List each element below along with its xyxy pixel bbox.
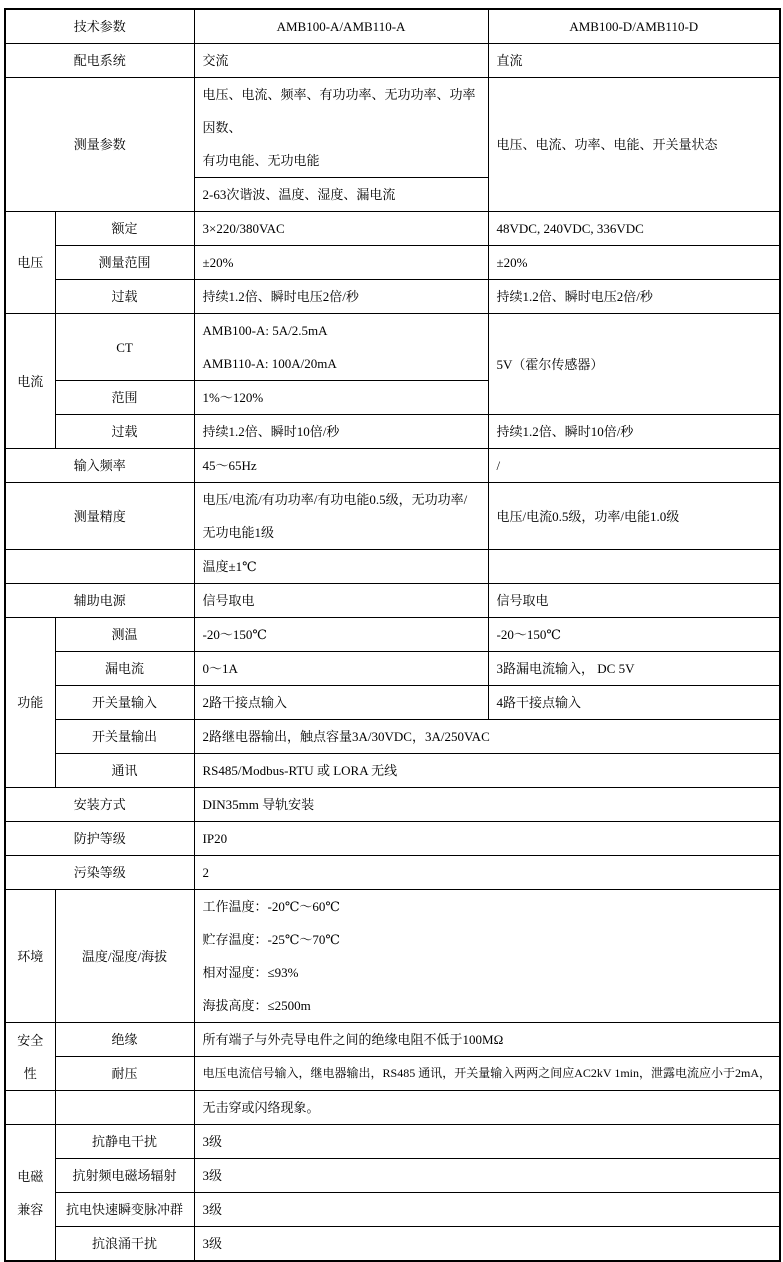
protection-label: 防护等级	[5, 822, 194, 856]
accuracy-d: 电压/电流0.5级，功率/电能1.0级	[488, 483, 780, 550]
functions-leakage-label: 漏电流	[55, 652, 194, 686]
installation-label: 安装方式	[5, 788, 194, 822]
table-row	[5, 314, 780, 381]
current-ct-label: CT	[55, 314, 194, 381]
safety-insulation-value: 所有端子与外壳导电件之间的绝缘电阻不低于100MΩ	[194, 1023, 780, 1057]
accuracy-d-empty	[488, 550, 780, 584]
distribution-d: 直流	[488, 44, 780, 78]
table-row	[5, 44, 780, 78]
functions-temp-d: -20～150℃	[488, 618, 780, 652]
functions-di-d: 4路干接点输入	[488, 686, 780, 720]
installation-value: DIN35mm 导轨安装	[194, 788, 780, 822]
functions-temp-label: 测温	[55, 618, 194, 652]
safety-withstand-value2: 无击穿或闪络现象。	[194, 1091, 780, 1125]
table-row	[5, 1227, 780, 1262]
voltage-overload-a: 持续1.2倍、瞬时电压2倍/秒	[194, 280, 488, 314]
current-overload-a: 持续1.2倍、瞬时10倍/秒	[194, 415, 488, 449]
current-d: 5V（霍尔传感器）	[488, 314, 780, 415]
table-row	[5, 822, 780, 856]
environment-label: 温度/湿度/海拔	[55, 890, 194, 1023]
safety-empty-group	[5, 1091, 55, 1125]
voltage-overload-d: 持续1.2倍、瞬时电压2倍/秒	[488, 280, 780, 314]
distribution-label: 配电系统	[5, 44, 194, 78]
aux-power-a: 信号取电	[194, 584, 488, 618]
safety-empty-label	[55, 1091, 194, 1125]
voltage-rated-a: 3×220/380VAC	[194, 212, 488, 246]
table-row	[5, 1091, 780, 1125]
accuracy-a-temp: 温度±1℃	[194, 550, 488, 584]
functions-leakage-a: 0～1A	[194, 652, 488, 686]
table-row	[5, 280, 780, 314]
spec-table	[4, 8, 781, 1262]
environment-line2: 贮存温度：-25℃～70℃	[202, 932, 340, 947]
measure-d: 电压、电流、功率、电能、开关量状态	[488, 78, 780, 212]
environment-value	[194, 890, 780, 1023]
input-frequency-label: 输入频率	[5, 449, 194, 483]
table-row	[5, 483, 780, 550]
table-row	[5, 1023, 780, 1057]
emc-rf-label: 抗射频电磁场辐射	[55, 1159, 194, 1193]
accuracy-label: 测量精度	[5, 483, 194, 550]
table-row	[5, 788, 780, 822]
table-row	[5, 720, 780, 754]
functions-do-label: 开关量输出	[55, 720, 194, 754]
table-row	[5, 550, 780, 584]
environment-line3: 相对湿度：≤93%	[202, 965, 299, 980]
table-row	[5, 212, 780, 246]
current-group: 电流	[5, 314, 55, 449]
table-row	[5, 618, 780, 652]
aux-power-d: 信号取电	[488, 584, 780, 618]
emc-rf-value: 3级	[194, 1159, 780, 1193]
measure-a-line2: 有功电能、无功电能	[202, 153, 320, 168]
functions-comm-label: 通讯	[55, 754, 194, 788]
safety-withstand-value: 电压电流信号输入，继电器输出，RS485 通讯，开关量输入两两之间应AC2kV 1min，泄露电流应小于2mA，	[194, 1057, 780, 1091]
functions-comm-value: RS485/Modbus-RTU 或 LORA 无线	[194, 754, 780, 788]
table-row	[5, 246, 780, 280]
current-range-label: 范围	[55, 381, 194, 415]
table-row	[5, 78, 780, 178]
voltage-range-a: ±20%	[194, 246, 488, 280]
safety-withstand-label: 耐压	[55, 1057, 194, 1091]
emc-eft-value: 3级	[194, 1193, 780, 1227]
measure-a-main	[194, 78, 488, 178]
accuracy-a: 电压/电流/有功功率/有功电能0.5级，无功功率/无功电能1级	[194, 483, 488, 550]
current-overload-label: 过载	[55, 415, 194, 449]
current-ct-a-line2: AMB110-A: 100A/20mA	[202, 356, 337, 371]
emc-esd-label: 抗静电干扰	[55, 1125, 194, 1159]
table-row	[5, 754, 780, 788]
table-row	[5, 584, 780, 618]
voltage-rated-label: 额定	[55, 212, 194, 246]
emc-surge-value: 3级	[194, 1227, 780, 1262]
header-row	[5, 9, 780, 44]
voltage-rated-d: 48VDC, 240VDC, 336VDC	[488, 212, 780, 246]
functions-leakage-d: 3路漏电流输入， DC 5V	[488, 652, 780, 686]
table-row	[5, 415, 780, 449]
emc-eft-label: 抗电快速瞬变脉冲群	[55, 1193, 194, 1227]
functions-temp-a: -20～150℃	[194, 618, 488, 652]
table-row	[5, 856, 780, 890]
environment-line4: 海拔高度：≤2500m	[202, 998, 311, 1013]
current-range-a: 1%～120%	[194, 381, 488, 415]
measure-a-line1: 电压、电流、频率、有功功率、无功功率、功率因数、	[202, 87, 476, 135]
aux-power-label: 辅助电源	[5, 584, 194, 618]
pollution-value: 2	[194, 856, 780, 890]
functions-group: 功能	[5, 618, 55, 788]
emc-surge-label: 抗浪涌干扰	[55, 1227, 194, 1262]
distribution-a: 交流	[194, 44, 488, 78]
measure-label: 测量参数	[5, 78, 194, 212]
functions-di-label: 开关量输入	[55, 686, 194, 720]
voltage-range-d: ±20%	[488, 246, 780, 280]
table-row	[5, 652, 780, 686]
current-ct-a	[194, 314, 488, 381]
protection-value: IP20	[194, 822, 780, 856]
input-frequency-d: /	[488, 449, 780, 483]
voltage-group: 电压	[5, 212, 55, 314]
input-frequency-a: 45～65Hz	[194, 449, 488, 483]
voltage-range-label: 测量范围	[55, 246, 194, 280]
safety-insulation-label: 绝缘	[55, 1023, 194, 1057]
environment-line1: 工作温度：-20℃～60℃	[202, 899, 340, 914]
pollution-label: 污染等级	[5, 856, 194, 890]
table-row	[5, 449, 780, 483]
current-overload-d: 持续1.2倍、瞬时10倍/秒	[488, 415, 780, 449]
measure-a-harmonics: 2-63次谐波、温度、湿度、漏电流	[194, 178, 488, 212]
table-row	[5, 1159, 780, 1193]
voltage-overload-label: 过载	[55, 280, 194, 314]
table-row	[5, 1125, 780, 1159]
functions-do-value: 2路继电器输出，触点容量3A/30VDC，3A/250VAC	[194, 720, 780, 754]
environment-group: 环境	[5, 890, 55, 1023]
table-row	[5, 1193, 780, 1227]
functions-di-a: 2路干接点输入	[194, 686, 488, 720]
emc-group: 电磁兼容	[5, 1125, 55, 1262]
header-model-d-cell: AMB100-D/AMB110-D	[488, 9, 780, 44]
header-model-a-cell: AMB100-A/AMB110-A	[194, 9, 488, 44]
emc-esd-value: 3级	[194, 1125, 780, 1159]
table-row	[5, 1057, 780, 1091]
current-ct-a-line1: AMB100-A: 5A/2.5mA	[202, 323, 328, 338]
safety-group: 安全性	[5, 1023, 55, 1091]
table-row	[5, 890, 780, 1023]
accuracy-empty-label	[5, 550, 194, 584]
header-param-cell: 技术参数	[5, 9, 194, 44]
table-row	[5, 686, 780, 720]
